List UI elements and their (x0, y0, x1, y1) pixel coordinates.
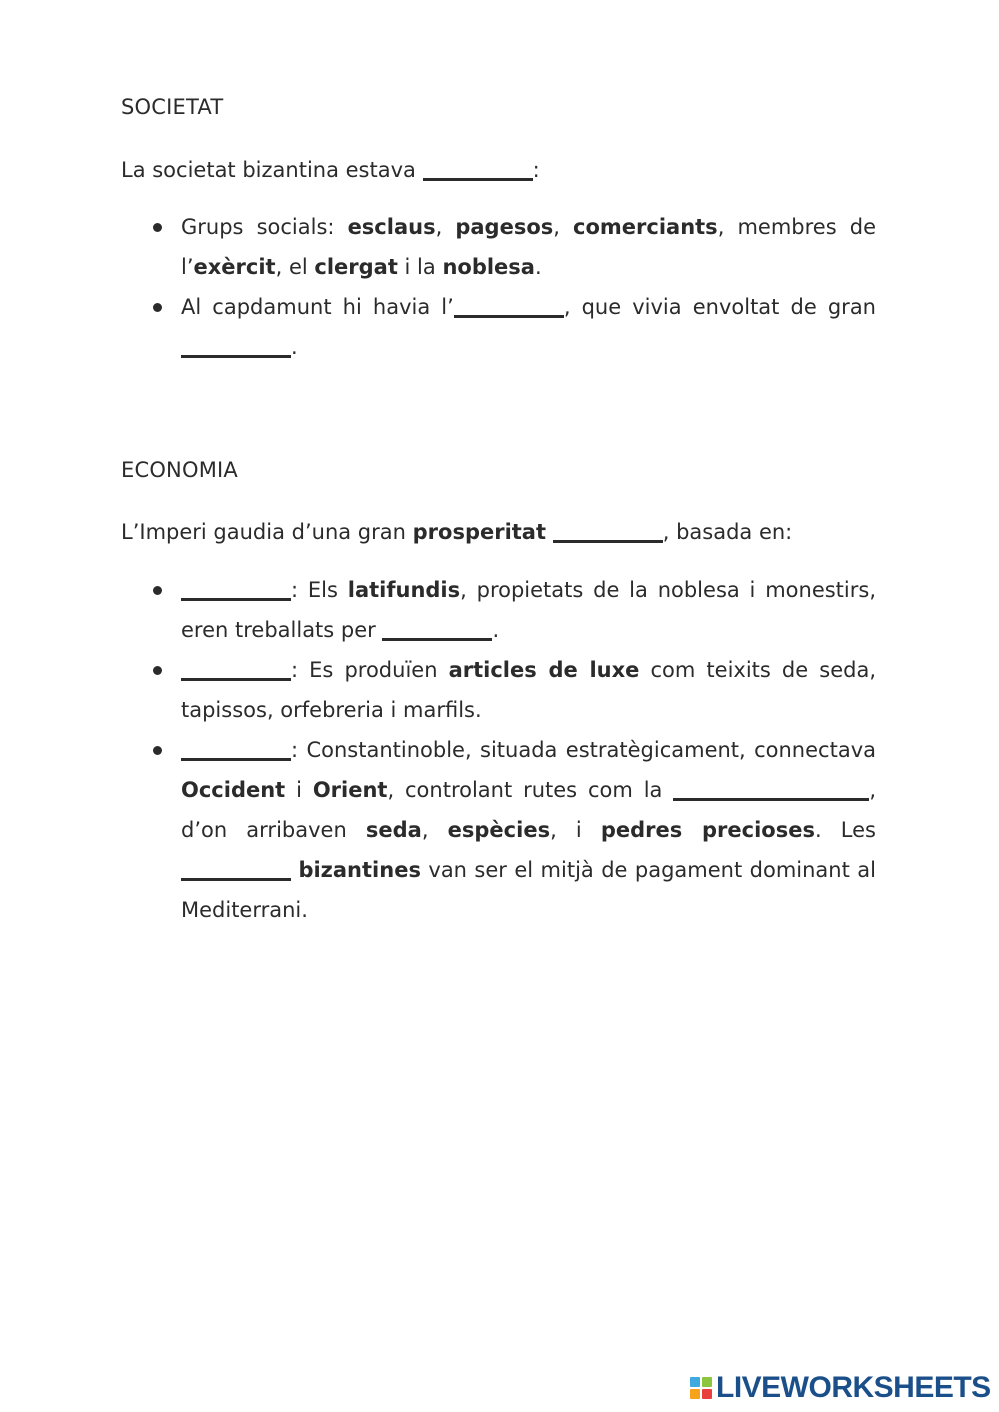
blank-field[interactable] (673, 777, 869, 801)
blank-field[interactable] (553, 519, 663, 543)
logo-tile (702, 1377, 712, 1387)
logo-text: LIVEWORKSHEETS (716, 1371, 991, 1404)
section-heading-economia: ECONOMIA (121, 458, 238, 482)
blank-field[interactable] (181, 334, 291, 358)
societat-list (121, 207, 876, 367)
liveworksheets-logo (690, 1372, 991, 1404)
list-item: : Es produïen articles de luxe com teixits de seda, tapissos, orfebreria i marfils. (121, 650, 876, 730)
logo-tile (702, 1389, 712, 1399)
logo-tile (690, 1389, 700, 1399)
blank-field[interactable] (423, 157, 533, 181)
bullet-icon (153, 586, 162, 595)
list-item: : Els latifundis, propietats de la noblesa i monestirs, eren treballats per . (121, 570, 876, 650)
list-item: : Constantinoble, situada estratègicament, connectava Occident i Orient, controlant rutes com la , d’on arribaven seda, espècies, i pedres precioses. Les bizantines van ser el mitjà de pagament dominant al Mediterrani. (121, 730, 876, 930)
list-item: Al capdamunt hi havia l’ , que vivia envoltat de gran . (121, 287, 876, 367)
blank-field[interactable] (181, 737, 291, 761)
bullet-icon (153, 303, 162, 312)
blank-field[interactable] (382, 617, 492, 641)
economia-list (121, 570, 876, 930)
blank-field[interactable] (454, 294, 564, 318)
economia-intro: L’Imperi gaudia d’una gran prosperitat , basada en: (121, 520, 793, 544)
blank-field[interactable] (181, 657, 291, 681)
blank-field[interactable] (181, 577, 291, 601)
bullet-icon (153, 223, 162, 232)
logo-mark-icon (690, 1377, 712, 1399)
societat-intro: La societat bizantina estava : (121, 158, 540, 182)
list-item: Grups socials: esclaus, pagesos, comerciants, membres de l’exèrcit, el clergat i la noblesa. (121, 207, 876, 287)
bullet-icon (153, 666, 162, 675)
section-heading-societat: SOCIETAT (121, 95, 224, 119)
logo-tile (690, 1377, 700, 1387)
bullet-icon (153, 746, 162, 755)
blank-field[interactable] (181, 857, 291, 881)
